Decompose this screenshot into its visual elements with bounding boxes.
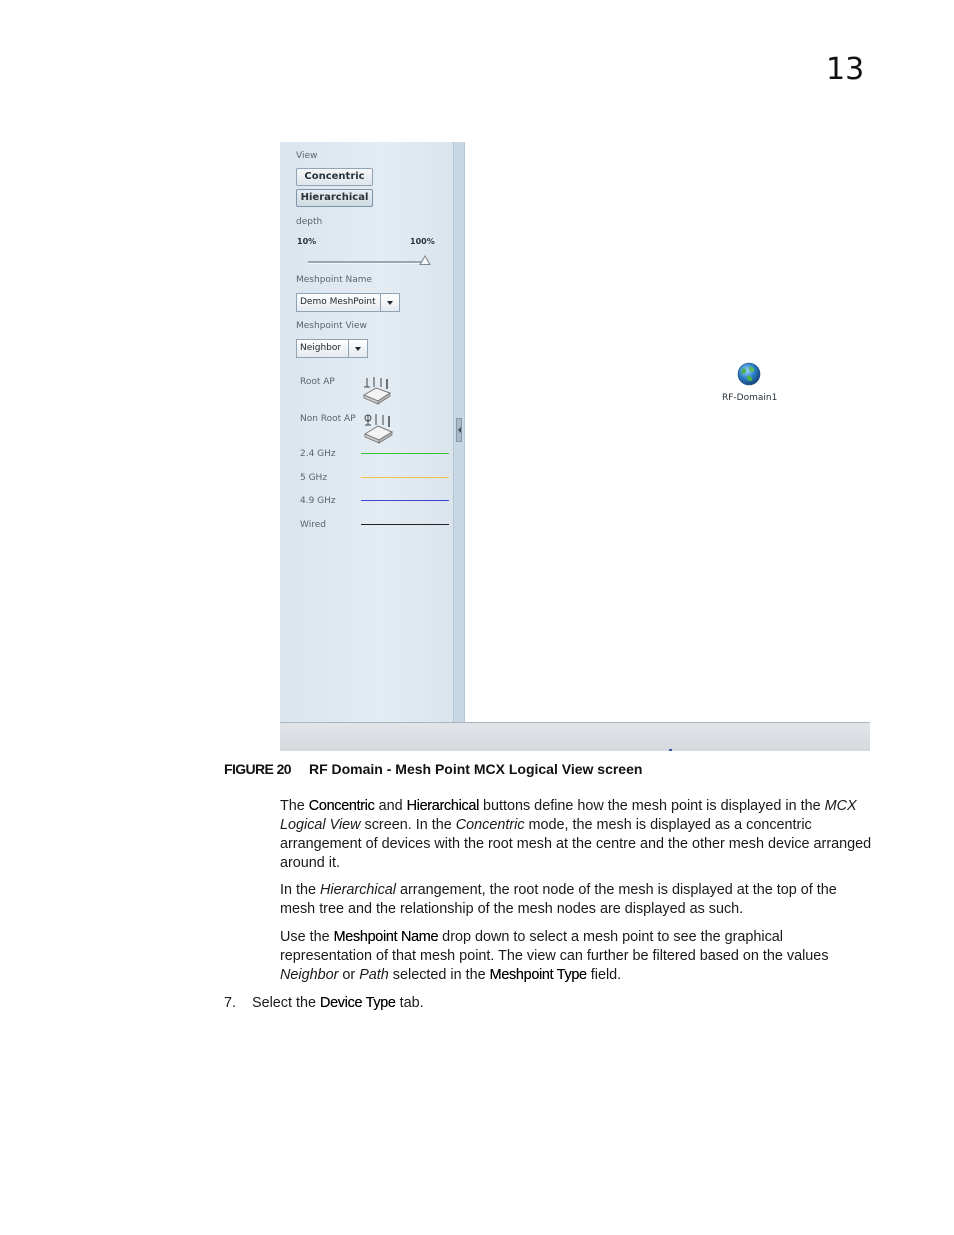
paragraph-hierarchical [280,881,872,919]
text-run: or [338,967,360,983]
ui-term-device-type: Device Type [320,995,396,1011]
chevron-down-icon[interactable] [348,340,367,357]
mcx-logical-view-screenshot [280,142,870,751]
legend-5ghz-line [361,477,449,478]
hierarchical-button[interactable]: Hierarchical [296,189,373,207]
depth-slider-thumb[interactable] [419,255,431,265]
text-run: mode, the mesh is displayed as a concentric arrangement of devices with the root mesh at the centre and the other mesh device arranged around it. [280,817,872,871]
legend-49ghz-label: 4.9 GHz [300,496,336,506]
status-bar-marker [669,749,672,751]
text-run: tab. [395,995,424,1011]
paragraph-view-buttons [280,797,872,873]
text-run: buttons define how the mesh point is displayed in the [478,798,825,814]
legend-24ghz-label: 2.4 GHz [300,449,336,459]
legend-24ghz-line [361,453,449,454]
non-root-ap-icon [362,412,394,444]
text-run: Use the [280,929,334,945]
globe-icon[interactable] [737,362,761,386]
collapse-handle[interactable] [456,418,462,442]
rf-domain-node-label[interactable]: RF-Domain1 [722,393,778,403]
ui-term-meshpoint-name: Meshpoint Name [333,929,439,945]
ui-term-hierarchical: Hierarchical [406,798,479,814]
legend-5ghz-label: 5 GHz [300,473,328,483]
depth-min-label: 10% [297,237,317,246]
step-number: 7. [224,995,237,1011]
italic-term: Path [359,967,389,983]
ui-term-meshpoint-type: Meshpoint Type [489,967,587,983]
legend-wired-label: Wired [300,520,326,530]
italic-term: Concentric [455,817,525,833]
meshpoint-view-value: Neighbor [300,343,342,353]
status-bar [280,722,870,751]
text-run: drop down to select a mesh point to see the graphical representation of that mesh point. The view can further be filtered based on the values [280,929,829,964]
depth-label: depth [296,217,323,227]
concentric-button[interactable]: Concentric [296,168,373,186]
text-run: screen. In the [360,817,456,833]
text-run: selected in the [388,967,490,983]
depth-max-label: 100% [410,237,435,246]
meshpoint-view-select[interactable] [296,339,368,358]
text-run: Select the [252,995,320,1011]
view-label: View [296,151,318,161]
chapter-number: 13 [826,52,865,87]
chevron-down-icon[interactable] [380,294,399,311]
meshpoint-name-select[interactable] [296,293,400,312]
view-sidebar [280,142,454,722]
legend-root-ap-label: Root AP [300,377,335,387]
paragraph-meshpoint-name [280,928,872,985]
ui-term-concentric: Concentric [308,798,375,814]
figure-title: RF Domain - Mesh Point MCX Logical View screen [308,761,643,777]
text-run: field. [586,967,622,983]
figure-number: FIGURE 20 [224,761,291,777]
figure-caption [224,761,642,777]
italic-term: Neighbor [280,967,339,983]
legend-wired-line [361,524,449,525]
meshpoint-name-value: Demo MeshPoint [300,297,376,307]
step-7 [224,994,424,1013]
root-ap-icon [362,375,392,405]
depth-slider-track[interactable] [308,261,426,264]
text-run: The [280,798,309,814]
meshpoint-name-label: Meshpoint Name [296,275,373,285]
text-run: In the [280,882,321,898]
italic-term: Hierarchical [320,882,396,898]
meshpoint-view-label: Meshpoint View [296,321,367,331]
text-run: arrangement, the root node of the mesh is displayed at the top of the mesh tree and the relationship of the mesh nodes are displayed as such. [280,882,837,917]
italic-term: MCX Logical View [280,798,857,833]
text-run: and [374,798,407,814]
legend-non-root-ap-label: Non Root AP [300,414,356,424]
legend-49ghz-line [361,500,449,501]
